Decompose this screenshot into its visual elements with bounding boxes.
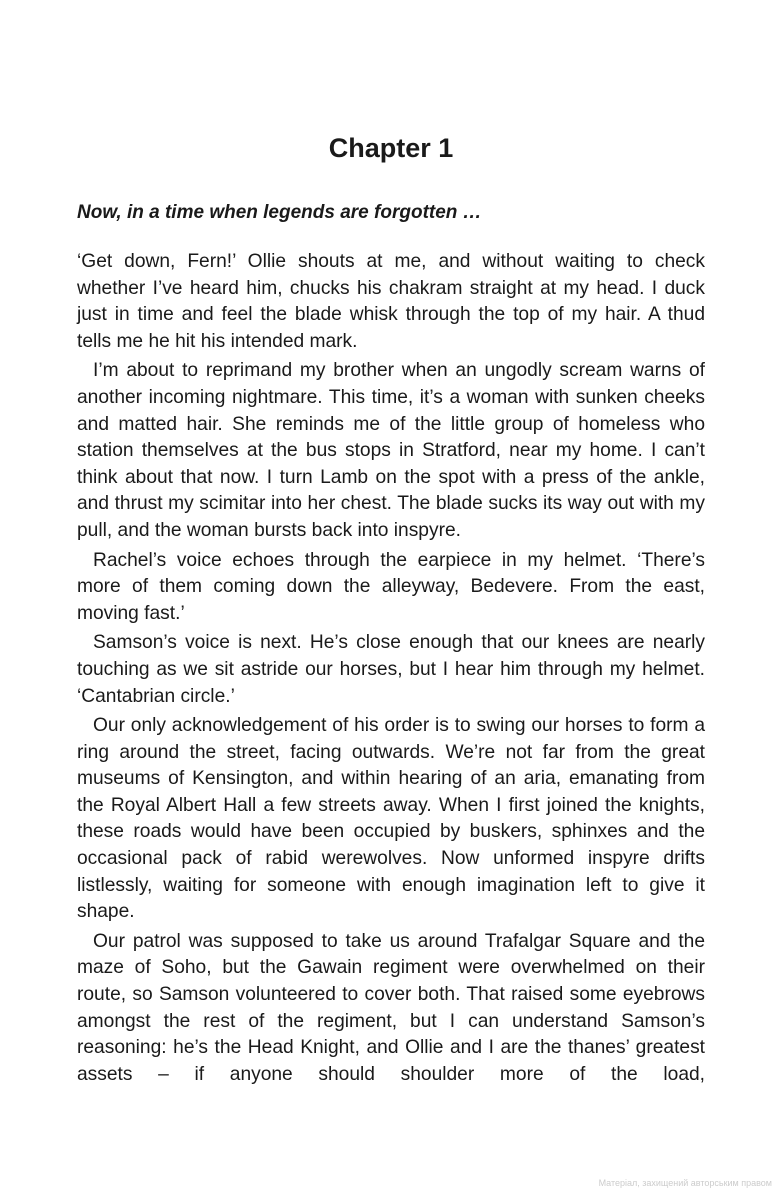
paragraph: ‘Get down, Fern!’ Ollie shouts at me, and without waiting to check whether I’ve heard him, chucks his chakram straight at my head. I duck just in time and feel the blade whisk through the top of my hair. A thud tells me he hit his intended mark. — [77, 251, 705, 352]
paragraph: Samson’s voice is next. He’s close enough that our knees are nearly touching as we sit astride our horses, but I hear him through my helmet. ‘Cantabrian circle.’ — [77, 632, 705, 707]
chapter-title: Chapter 1 — [328, 133, 454, 163]
paragraph: Rachel’s voice echoes through the earpiece in my helmet. ‘There’s more of them coming down the alleyway, Bedevere. From the east, moving fast.’ — [77, 549, 705, 624]
paragraph: Our only acknowledgement of his order is to swing our horses to form a ring around the street, facing outwards. We’re not far from the great museums of Kensington, and within hearing of an aria, emanating from the Royal Albert Hall a few streets away. When I first joined the knights, these roads would have been occupied by buskers, sphinxes and the occasional pack of rabid werewolves. Now unformed inspyre drifts listlessly, waiting for someone with enough imagination left to give it shape. — [77, 715, 705, 923]
copyright-watermark: Матеріал, захищений авторським правом — [598, 1178, 772, 1188]
paragraph: Our patrol was supposed to take us around Trafalgar Square and the maze of Soho, but the Gawain regiment were overwhelmed on their route, so Samson volunteered to cover both. That raised some eyebrows amongst the rest of the regiment, but I can understand Samson’s reasoning: he’s the Head Knight, and Ollie and I are the thanes’ greatest assets – if anyone should shoulder more of the load, — [77, 930, 705, 1085]
chapter-epigraph: Now, in a time when legends are forgotten … — [77, 202, 482, 223]
paragraph: I’m about to reprimand my brother when an ungodly scream warns of another incoming nightmare. This time, it’s a woman with sunken cheeks and matted hair. She reminds me of the little group of homeless who station themselves at the bus stops in Stratford, near my home. I can’t think about that now. I turn Lamb on the spot with a press of the ankle, and thrust my scimitar into her chest. The blade sucks its way out with my pull, and the woman bursts back into inspyre. — [77, 360, 705, 541]
chapter-body — [77, 249, 705, 1091]
